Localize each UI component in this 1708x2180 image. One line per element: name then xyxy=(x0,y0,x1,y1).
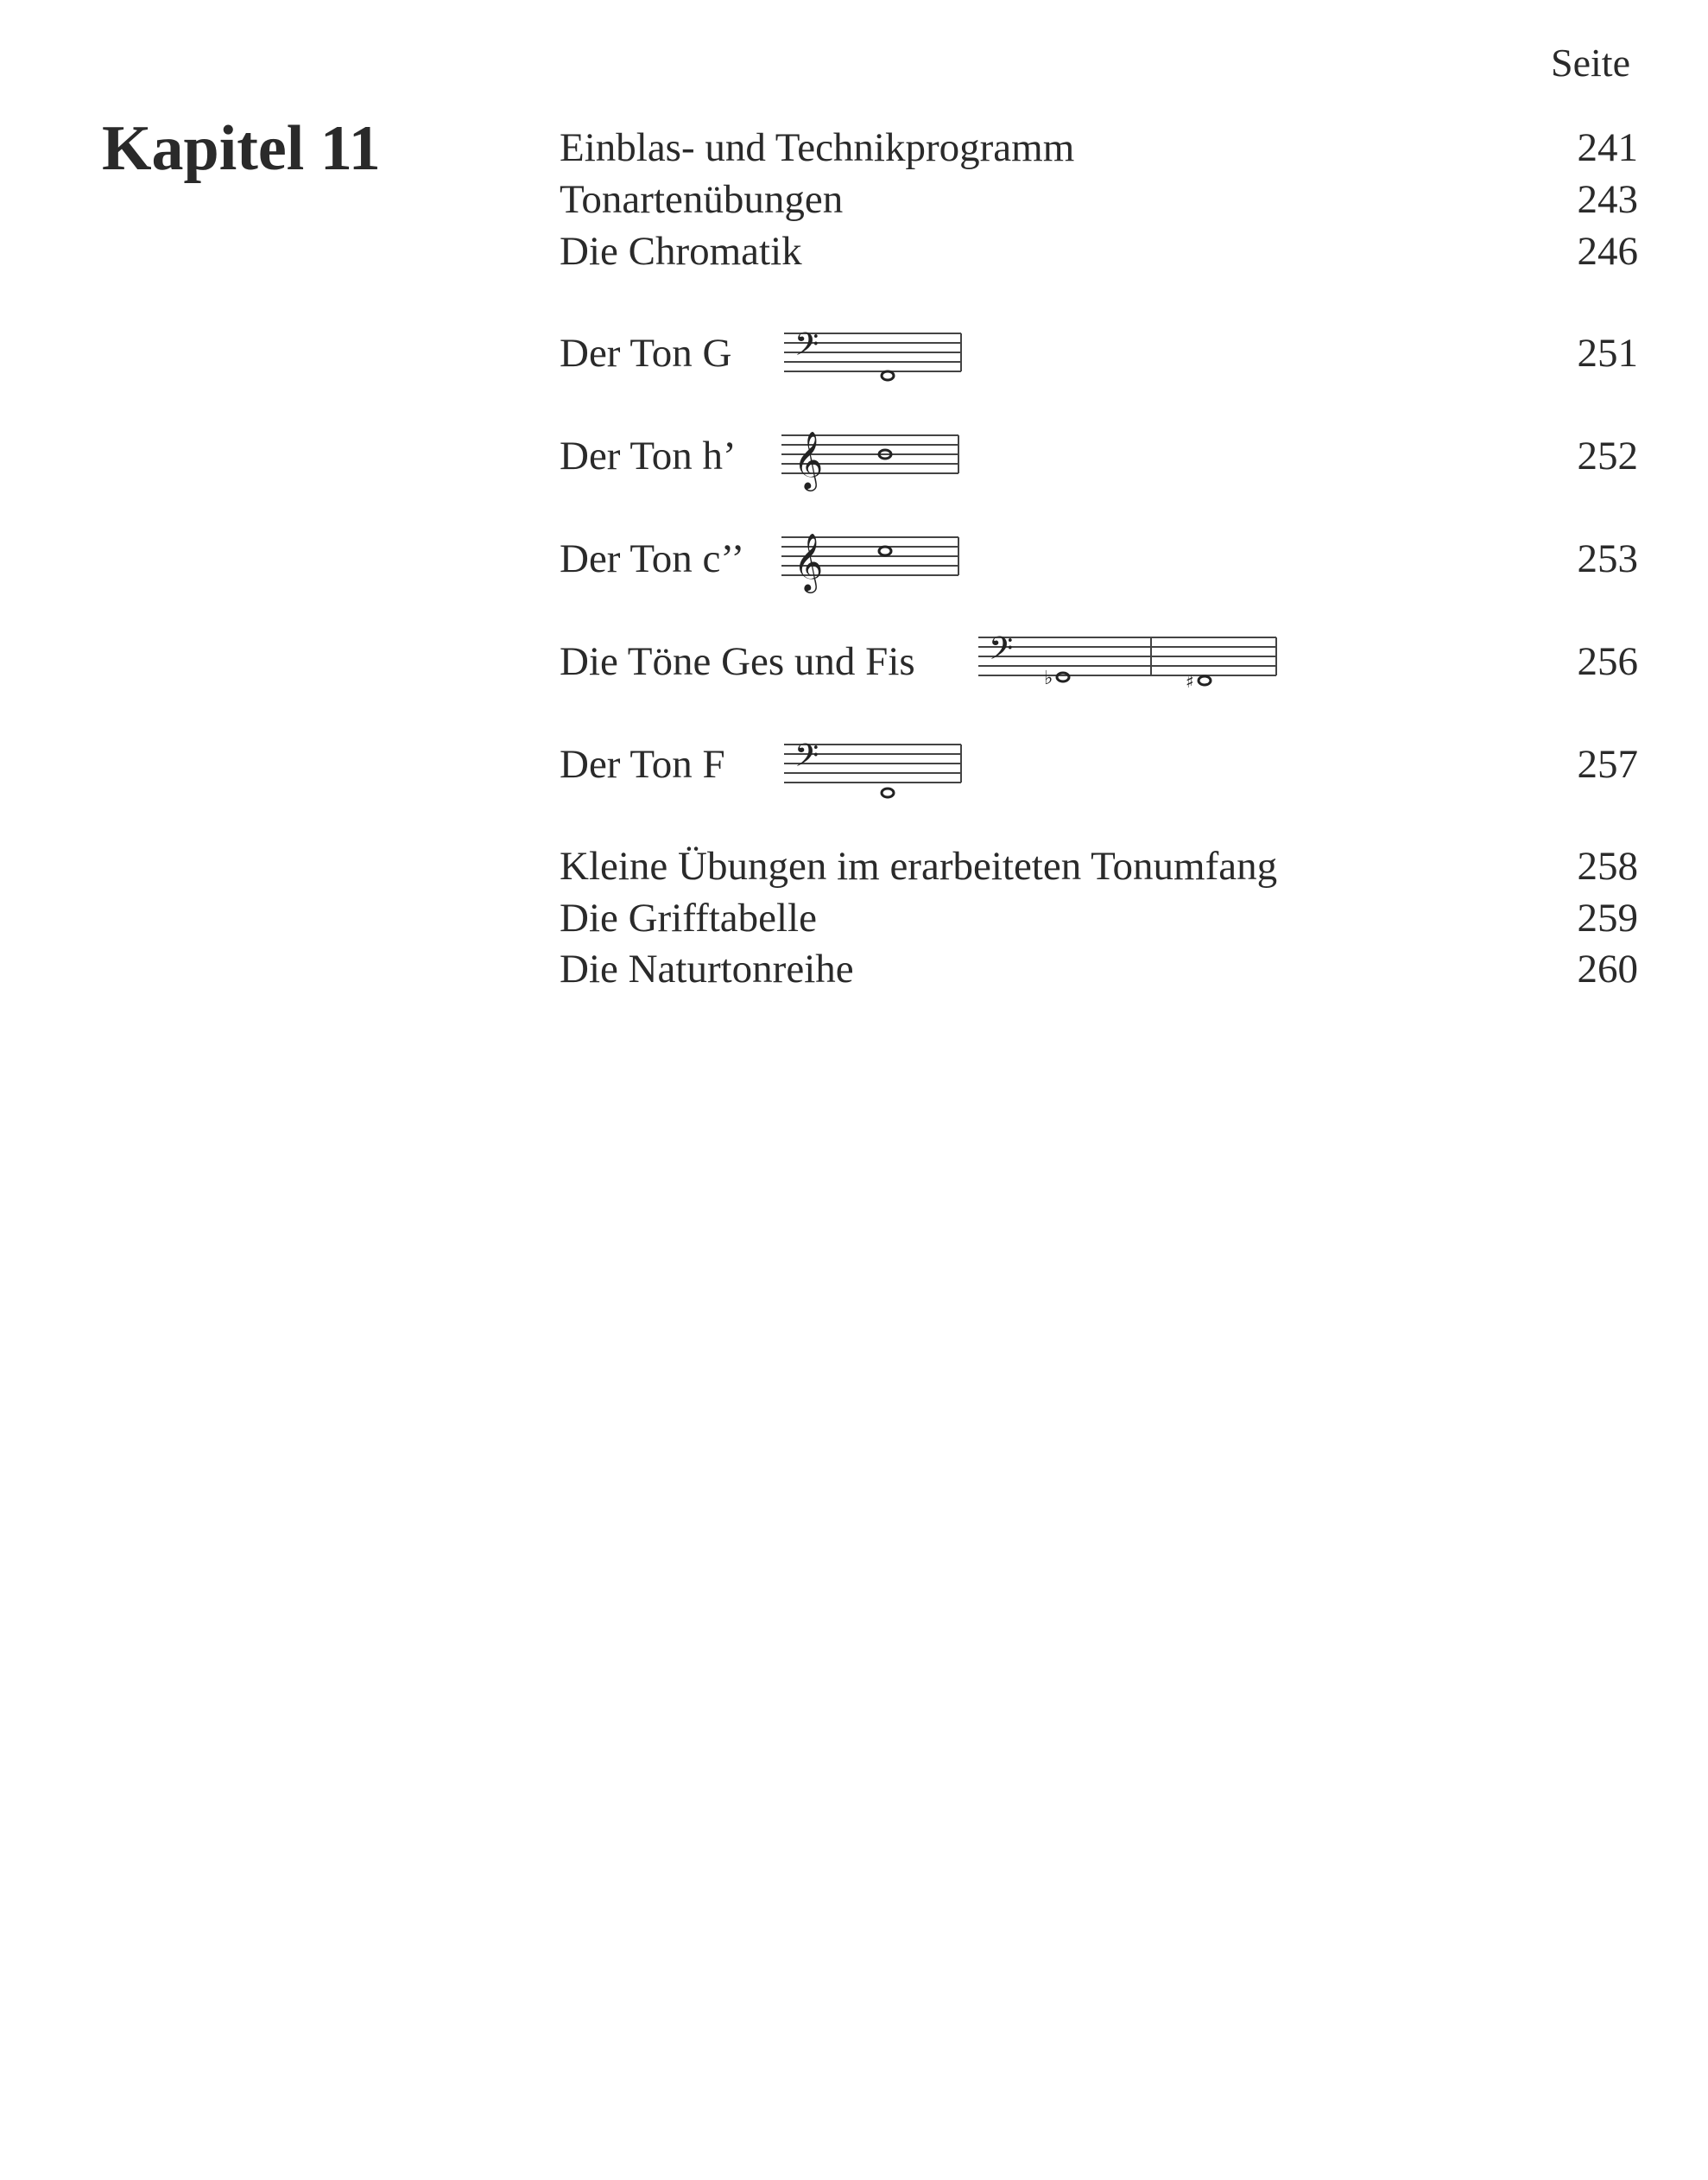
toc-entry-title: Kleine Übungen im erarbeiteten Tonumfang xyxy=(560,844,1278,889)
bass-staff-notes-ges-fis-icon xyxy=(978,631,1281,708)
toc-entry-page: 243 xyxy=(1577,177,1638,222)
toc-entry-page: 259 xyxy=(1577,896,1638,941)
svg-text:♭: ♭ xyxy=(1044,668,1053,689)
svg-text:𝄞: 𝄞 xyxy=(794,532,824,591)
toc-entry-title: Einblas- und Technikprogramm xyxy=(560,125,1075,170)
svg-text:𝄢: 𝄢 xyxy=(794,738,819,782)
page-column-label: Seite xyxy=(1551,41,1630,85)
toc-entry-title: Die Töne Ges und Fis xyxy=(560,639,915,684)
toc-entry-page: 246 xyxy=(1577,229,1638,274)
toc-entry-page: 260 xyxy=(1577,947,1638,992)
svg-text:♯: ♯ xyxy=(1186,671,1194,692)
svg-text:𝄢: 𝄢 xyxy=(989,631,1014,675)
toc-entry-title: Die Grifftabelle xyxy=(560,896,817,941)
treble-staff-note-c-icon xyxy=(781,516,963,603)
toc-entry-title: Der Ton F xyxy=(560,742,725,787)
bass-staff-note-f-icon xyxy=(784,738,965,807)
toc-entry-page: 253 xyxy=(1577,536,1638,581)
svg-text:𝄞: 𝄞 xyxy=(794,430,824,489)
toc-entry-title: Tonartenübungen xyxy=(560,177,844,222)
bass-staff-note-g-icon xyxy=(784,326,965,396)
toc-entry-page: 251 xyxy=(1577,331,1638,376)
toc-entry-title: Die Naturtonreihe xyxy=(560,947,854,992)
toc-entry-page: 256 xyxy=(1577,639,1638,684)
toc-entry-title: Der Ton h’ xyxy=(560,434,737,478)
toc-entry-title: Der Ton G xyxy=(560,331,732,376)
treble-staff-note-h-icon xyxy=(781,415,963,501)
chapter-title: Kapitel 11 xyxy=(102,113,381,184)
toc-entry-title: Die Chromatik xyxy=(560,229,802,274)
toc-entry-page: 252 xyxy=(1577,434,1638,478)
toc-entry-title: Der Ton c’’ xyxy=(560,536,745,581)
toc-entry-page: 241 xyxy=(1577,125,1638,170)
toc-entry-page: 257 xyxy=(1577,742,1638,787)
toc-entry-page: 258 xyxy=(1577,844,1638,889)
svg-text:𝄢: 𝄢 xyxy=(794,326,819,371)
